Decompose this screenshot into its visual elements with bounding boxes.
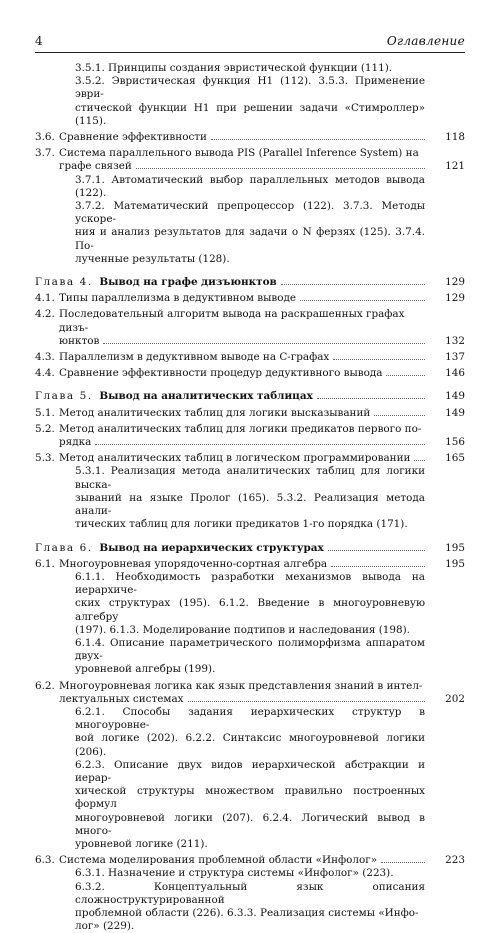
toc-text-line: вой логике (202). 6.2.2. Синтаксис многоуровневой логики (206). [75, 732, 425, 758]
dot-leader [381, 862, 425, 863]
page-ref: 129 [445, 276, 465, 289]
page-ref: 195 [445, 557, 465, 570]
section-number: 3.6. [35, 131, 55, 144]
section-title: Многоуровневая упорядоченно-сортная алгебра [59, 557, 328, 570]
toc-entry-3-6[interactable] [35, 131, 465, 144]
toc-text-line: 5.3.1. Реализация метода аналитических таблиц для логики выска- [75, 465, 425, 491]
dot-leader [300, 300, 425, 301]
page-ref: 195 [445, 541, 465, 554]
toc-chapter-4[interactable] [35, 276, 465, 289]
dot-leader [317, 398, 425, 399]
toc-text-line: лог» (229). [75, 920, 135, 933]
page-ref: 146 [445, 367, 465, 380]
dot-leader [188, 701, 425, 702]
page-ref: 118 [445, 131, 465, 144]
dot-leader [331, 566, 425, 567]
toc-entry-4-2[interactable] [35, 308, 465, 348]
dot-leader [103, 343, 425, 344]
section-title: Параллелизм в дедуктивном выводе на С-графах [59, 351, 330, 364]
toc-entry-6-1[interactable] [35, 558, 465, 571]
section-title: Сравнение эффективности [59, 131, 207, 144]
toc-text-line: проблемной области (226). 6.3.3. Реализация системы «Инфо- [75, 906, 419, 919]
toc-text-line: 6.2.3. Описание двух видов иерархической абстракции и иерар- [75, 758, 425, 784]
header-rule [35, 52, 465, 53]
toc-text-line: хической структуры множеством правильно построенных формул [75, 785, 425, 811]
chapter-title: Вывод на графе дизъюнктов [99, 276, 277, 289]
page-ref: 149 [445, 406, 465, 419]
dot-leader [414, 460, 425, 461]
page-ref: 165 [445, 452, 465, 465]
toc-text-line: зываний на языке Пролог (165). 5.3.2. Реализация метода анали- [75, 491, 425, 518]
toc-text-line: 6.1.4. Описание параметрического полиморфизма аппаратом двух- [75, 636, 425, 663]
toc-text-line: ния и анализ результатов для задачи о N ферзях (125). 3.7.4. По- [75, 226, 425, 252]
section-number: 4.4. [35, 367, 55, 380]
section-number: 5.2. [35, 422, 55, 435]
page-ref: 223 [445, 854, 465, 867]
table-of-contents [35, 62, 465, 933]
section-title: Многоуровневая логика как язык представления знаний в интел- [59, 679, 423, 692]
toc-text-line: 6.2.1. Способы задания иерархических структур в многоуровне- [75, 705, 425, 732]
section-title-cont: рядка [59, 436, 92, 449]
page-ref: 202 [445, 692, 465, 705]
dot-leader [374, 415, 425, 416]
dot-leader [386, 375, 425, 376]
toc-chapter-5[interactable] [35, 390, 465, 403]
section-number: 4.3. [35, 351, 55, 364]
toc-chapter-6[interactable] [35, 542, 465, 555]
toc-entry-5-3[interactable] [35, 452, 465, 465]
section-title: Сравнение эффективности процедур дедуктивного вывода [59, 367, 383, 380]
dot-leader [333, 359, 425, 360]
section-number: 5.1. [35, 406, 55, 419]
subsection-list-6-3 [75, 867, 425, 933]
chapter-title: Вывод на аналитических таблицах [99, 390, 313, 403]
section-title-cont: лектуальных системах [59, 692, 184, 705]
section-title: Метод аналитических таблиц для логики высказываний [59, 406, 371, 419]
section-number: 5.3. [35, 452, 55, 465]
toc-text-line: 6.3.1. Назначение и структура системы «Инфолог» (223). [75, 867, 394, 880]
dot-leader [281, 284, 425, 285]
dot-leader [136, 168, 425, 169]
toc-entry-6-2[interactable] [35, 680, 465, 706]
page-ref: 129 [445, 292, 465, 305]
toc-text-line: 6.1.1. Необходимость разработки механизмов вывода на иерархиче- [75, 570, 425, 597]
toc-text-line: (197). 6.1.3. Моделирование подтипов и наследования (198). [75, 623, 410, 636]
section-number: 4.2. [35, 308, 55, 321]
toc-entry-4-4[interactable] [35, 367, 465, 380]
toc-text-line: 3.7.2. Математический препроцессор (122). 3.7.3. Методы ускоре- [75, 200, 425, 226]
chapter-title: Вывод на иерархических структурах [99, 541, 324, 554]
section-number: 4.1. [35, 292, 55, 305]
toc-entry-5-2[interactable] [35, 423, 465, 449]
toc-entry-6-3[interactable] [35, 854, 465, 867]
section-title: Последовательный алгоритм вывода на раскрашенных графах дизъ- [59, 308, 405, 334]
toc-text-line: 3.7.1. Автоматический выбор параллельных методов вывода (122). [75, 173, 425, 199]
toc-text-line: лученные результаты (128). [75, 252, 230, 265]
section-number: 6.3. [35, 854, 55, 867]
chapter-label: Глава 6. [35, 541, 93, 554]
page-number: 4 [35, 34, 43, 48]
toc-entry-4-3[interactable] [35, 351, 465, 364]
running-title: Оглавление [386, 34, 465, 48]
section-number: 3.7. [35, 147, 55, 160]
subsection-list-3-7 [75, 174, 425, 266]
toc-text-line: уровневой алгебры (199). [75, 663, 216, 676]
toc-text-line: 6.3.2. Концептуальный язык описания сложноструктурированной [75, 880, 425, 906]
section-title: Типы параллелизма в дедуктивном выводе [59, 292, 297, 305]
section-number: 6.2. [35, 679, 55, 692]
toc-text-line: уровневой логике (211). [75, 837, 208, 850]
section-title-cont: юнктов [59, 334, 100, 347]
section-title: Метод аналитических таблиц в логическом программировании [59, 452, 411, 465]
page-ref: 149 [445, 390, 465, 403]
subsection-list-3-5 [75, 62, 425, 128]
toc-text-line: 3.5.1. Принципы создания эвристической функции (111). [75, 62, 393, 74]
subsection-list-6-2 [75, 706, 425, 851]
toc-text-line: ских структурах (195). 6.1.2. Введение в многоуровневую алгебру [75, 597, 425, 623]
toc-entry-5-1[interactable] [35, 407, 465, 420]
toc-entry-4-1[interactable] [35, 292, 465, 305]
running-head [35, 34, 465, 50]
section-number: 6.1. [35, 557, 55, 570]
chapter-label: Глава 5. [35, 390, 93, 403]
subsection-list-6-1 [75, 571, 425, 677]
section-title-cont: графе связей [59, 160, 132, 173]
dot-leader [328, 550, 425, 551]
toc-text-line: стической функции H1 при решении задачи «Стимроллер» (115). [75, 101, 425, 127]
chapter-label: Глава 4. [35, 276, 93, 289]
page-ref: 156 [445, 436, 465, 449]
section-title: Система параллельного вывода PIS (Parallel Inference System) на [59, 147, 419, 160]
dot-leader [95, 444, 425, 445]
section-title: Система моделирования проблемной области «Инфолог» [59, 854, 378, 867]
page-ref: 121 [445, 160, 465, 173]
subsection-list-5-3 [75, 465, 425, 531]
page-ref: 137 [445, 351, 465, 364]
toc-text-line: тических таблиц для логики предикатов 1-го порядка (171). [75, 518, 408, 531]
toc-text-line: многоуровневой логики (207). 6.2.4. Логический вывод в много- [75, 811, 425, 837]
toc-entry-3-7[interactable] [35, 147, 465, 173]
dot-leader [211, 139, 425, 140]
section-title: Метод аналитических таблиц для логики предикатов первого по- [59, 422, 422, 435]
page-ref: 132 [445, 334, 465, 347]
toc-text-line: 3.5.2. Эвристическая функция H1 (112). 3.5.3. Применение эври- [75, 75, 425, 101]
